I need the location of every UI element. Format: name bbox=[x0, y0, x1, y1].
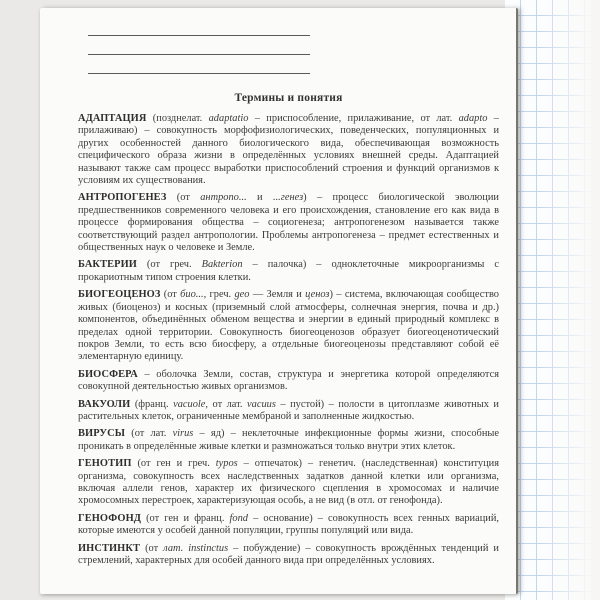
term-name: БИОГЕОЦЕНОЗ bbox=[78, 289, 161, 301]
term-definition-text: — Земля и bbox=[249, 289, 306, 301]
term-foreign-word: антропо... bbox=[200, 192, 247, 204]
term-definition-text: – прилаживаю) – совокупность морфофизиологических, поведенческих, популяционных и других особенностей данного биологического вида, обеспечивающая возможность специфического образа жизни в определённых условиях внешней среды. Адаптацией называют также сам процесс выработки приспособлений строения и функций организмов к условиям их существования. bbox=[78, 113, 499, 187]
term-name: ВАКУОЛИ bbox=[78, 398, 131, 410]
book-page bbox=[40, 8, 518, 594]
term-definition-text: – оболочка Земли, состав, структура и энергетика которой определяются совокупной деятельностью живых организмов. bbox=[78, 368, 499, 393]
term-foreign-word: лат. instinctus bbox=[163, 542, 229, 554]
term-name: ГЕНОФОНД bbox=[78, 512, 141, 524]
term-foreign-word: virus bbox=[172, 428, 194, 440]
term-entry bbox=[78, 513, 499, 538]
term-definition-text: (франц. bbox=[130, 398, 174, 410]
term-entry bbox=[78, 369, 499, 394]
term-definition-text: ) – процесс биологической эволюции предшественников современного человека и его происхождения, становление его как вида в процессе формирования общества – социогенеза; антропогенезом называется также соответствующий раздел антропологии. Проблемы антропогенеза – предмет естественных и общественных наук о человеке и Земле. bbox=[78, 192, 499, 254]
term-entry bbox=[78, 458, 499, 508]
term-definition-text: – основание) – совокупность всех генных вариаций, которые имеются у особей данной популяции, группы популяций или вида. bbox=[78, 512, 499, 537]
term-foreign-word: adaptatio bbox=[208, 113, 249, 124]
term-definition-text: (от лат. bbox=[125, 428, 173, 440]
term-definition-text: , от лат. bbox=[205, 398, 248, 410]
term-definition-text: (позднелат. bbox=[146, 113, 209, 124]
term-foreign-word: fond bbox=[229, 512, 248, 524]
term-foreign-word: ...генез bbox=[272, 192, 304, 204]
term-definition-text: (от bbox=[160, 289, 181, 301]
term-name: АДАПТАЦИЯ bbox=[78, 113, 147, 124]
term-definition-text: – побуждение) – совокупность врождённых тенденций и стремлений, характерных для особей данного вида при определённых условиях. bbox=[78, 542, 499, 566]
term-foreign-word: био... bbox=[180, 289, 204, 301]
term-entry bbox=[78, 289, 499, 363]
term-foreign-word: adapto bbox=[458, 113, 488, 124]
term-name: ВИРУСЫ bbox=[78, 428, 126, 440]
term-definition-text: и bbox=[246, 192, 273, 204]
term-definition-text: , греч. bbox=[203, 289, 235, 301]
term-definition-text: – палочка) – одноклеточные микроорганизмы с прокариотным типом строения клетки. bbox=[78, 259, 499, 283]
ruled-lines bbox=[40, 8, 516, 74]
term-definition-text: ) – система, включающая сообщество живых (биоценоз) и косных (приземный слой атмосферы, солнечная энергия, почва и др.) компонентов, объединённых обменом вещества и энергии в единый природный комплекс в пределах одной территории. Совокупность биогеоценозов образует биогеоценотический покров Земли, то есть всю биосферу, а отдельные биогеоценозы представляют собой её элементарную единицу. bbox=[78, 289, 499, 363]
page-title: Термины и понятия bbox=[234, 92, 343, 104]
term-definition-text: – яд) – неклеточные инфекционные формы жизни, способные проникать в определённые живые клетки и размножаться только внутри этих клеток. bbox=[78, 428, 499, 452]
term-name: ИНСТИНКТ bbox=[78, 542, 141, 554]
ruled-line bbox=[88, 73, 310, 74]
term-name: ГЕНОТИП bbox=[78, 458, 132, 470]
term-foreign-word: vacuole bbox=[173, 398, 206, 410]
term-definition-text: (от bbox=[140, 542, 164, 554]
term-foreign-word: geo bbox=[234, 289, 250, 301]
term-entry bbox=[78, 428, 499, 453]
terms-list bbox=[78, 113, 499, 567]
term-name: БИОСФЕРА bbox=[78, 368, 138, 380]
term-foreign-word: vacuus bbox=[247, 398, 276, 410]
term-entry bbox=[78, 113, 499, 187]
term-definition-text: (от греч. bbox=[136, 259, 202, 271]
term-definition-text: (от bbox=[166, 192, 201, 204]
term-foreign-word: typos bbox=[215, 458, 238, 470]
ruled-line bbox=[88, 35, 310, 36]
grid-paper-fade bbox=[540, 0, 600, 600]
term-definition-text: – приспособление, прилаживание, от лат. bbox=[248, 113, 459, 124]
term-entry bbox=[78, 399, 499, 424]
term-entry bbox=[78, 192, 499, 254]
term-definition-text: – отпечаток) – генетич. (наследственная) конституция организма, совокупность всех наследственных задатков данной клетки или организма, включая аллели генов, характер их физического сцепления в хромосомах и наличие хромосомных перестроек, характеризующая особь, а не вид (в отл. от генофонда). bbox=[78, 458, 500, 507]
term-definition-text: (от ген и франц. bbox=[141, 512, 230, 524]
term-definition-text: (от ген и греч. bbox=[131, 458, 216, 470]
term-foreign-word: ценоз bbox=[305, 289, 330, 301]
term-name: БАКТЕРИИ bbox=[78, 259, 137, 271]
ruled-line bbox=[88, 54, 310, 55]
term-entry bbox=[78, 543, 499, 568]
term-definition-text: – пустой) – полости в цитоплазме животных и растительных клеток, ограниченные мембраной и заполненные жидкостью. bbox=[78, 398, 499, 422]
term-foreign-word: Bakterion bbox=[201, 259, 243, 271]
term-entry bbox=[78, 259, 499, 284]
term-name: АНТРОПОГЕНЕЗ bbox=[78, 192, 167, 204]
